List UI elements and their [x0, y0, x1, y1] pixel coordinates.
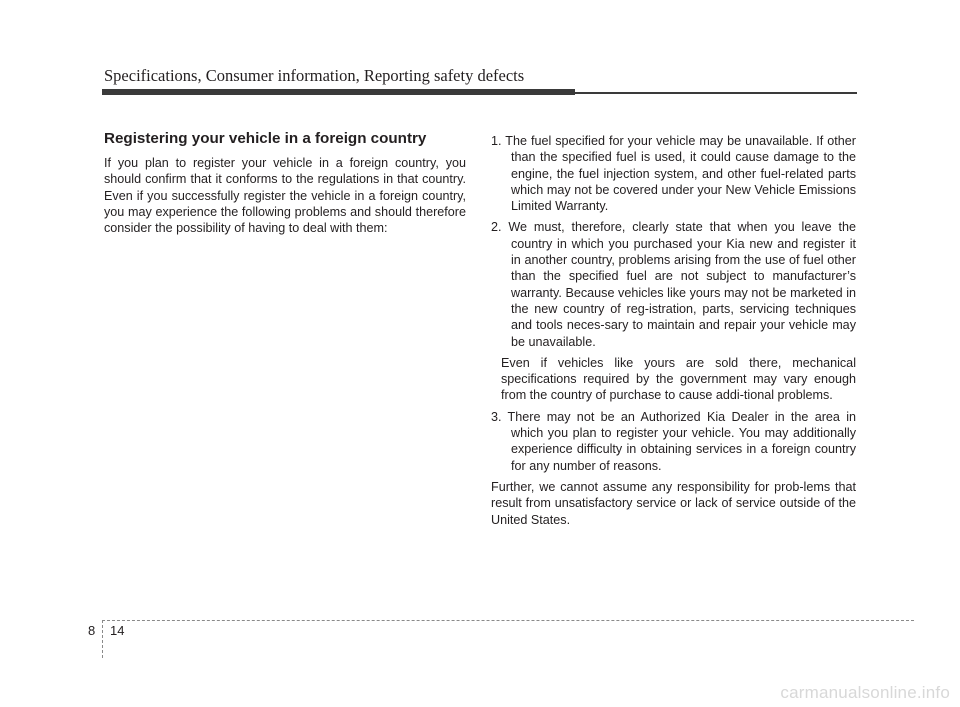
site-watermark: carmanualsonline.info	[780, 683, 950, 702]
list-item-2-continuation: Even if vehicles like yours are sold there, mechanical specifications required by the government may vary enough from the country of purchase to cause addi-tional problems.	[501, 355, 856, 403]
footer-dashed-rule	[102, 620, 914, 621]
chapter-number: 8	[88, 623, 96, 638]
right-column	[491, 133, 856, 528]
list-item-2: 2. We must, therefore, clearly state that when you leave the country in which you purchased your Kia new and register it in another country, problems arising from the use of fuel other than the specified fuel are not subject to manufacturer’s warranty. Because vehicles like yours may not be marketed in the new country of reg-istration, parts, servicing techniques and tools neces-sary to maintain and repair your vehicle may be unavailable.	[491, 220, 856, 349]
left-column	[104, 130, 466, 236]
closing-paragraph: Further, we cannot assume any responsibility for prob-lems that result from unsatisfactory service or lack of service outside of the United States.	[491, 479, 856, 527]
list-item-3: 3. There may not be an Authorized Kia Dealer in the area in which you plan to register your vehicle. You may additionally experience difficulty in obtaining services in a foreign country for any number of reasons.	[491, 409, 856, 473]
page-number: 14	[110, 623, 125, 638]
page-header-title: Specifications, Consumer information, Reporting safety defects	[104, 66, 525, 85]
footer-dashed-divider	[102, 620, 103, 658]
header-rule-thick	[102, 89, 575, 95]
header-rule-thin	[575, 92, 857, 94]
section-heading: Registering your vehicle in a foreign country	[104, 130, 427, 147]
list-item-1: 1. The fuel specified for your vehicle may be unavailable. If other than the specified fuel is used, it could cause damage to the engine, the fuel injection system, and other fuel-related parts which may not be covered under your New Vehicle Emissions Limited Warranty.	[491, 134, 856, 214]
intro-paragraph: If you plan to register your vehicle in a foreign country, you should confirm that it conforms to the regulations in that country. Even if you successfully register the vehicle in a foreign country, you may experience the following problems and should therefore consider the possibility of having to deal with them:	[104, 156, 466, 236]
